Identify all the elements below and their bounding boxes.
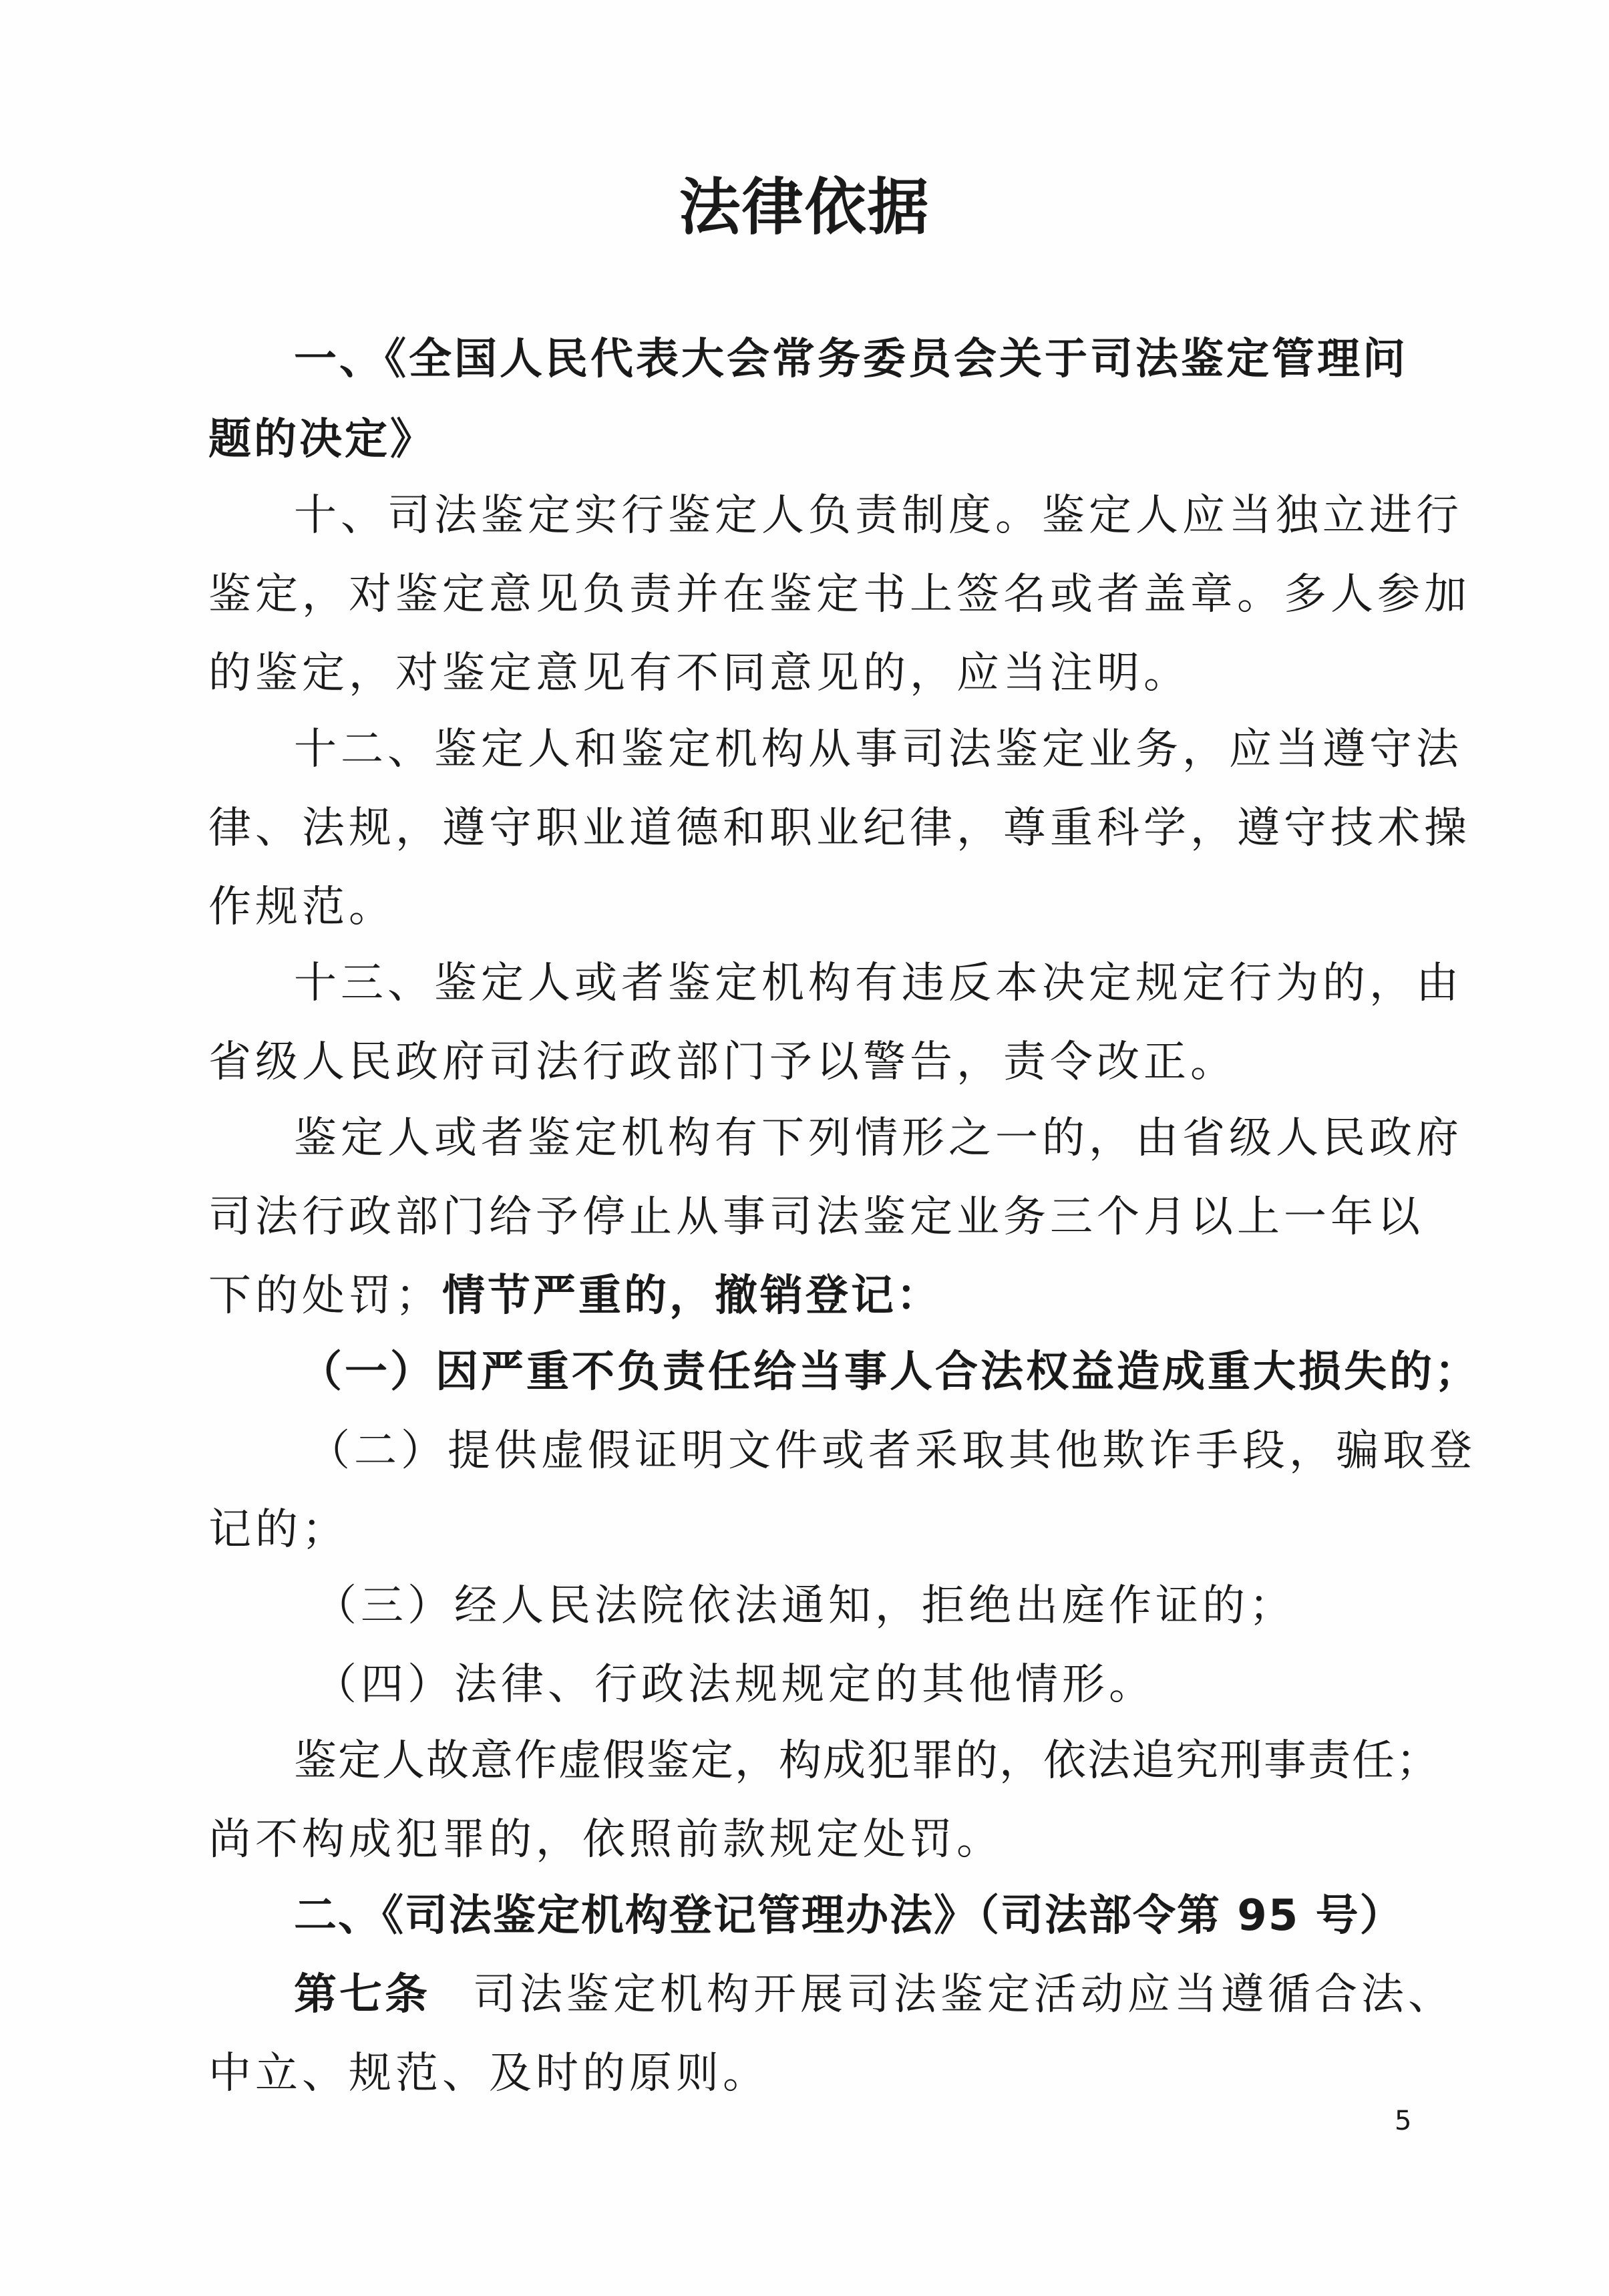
- para-false-line1: 鉴定人故意作虚假鉴定，构成犯罪的，依法追究刑事责任；: [294, 1736, 1440, 1786]
- article7-label: 第七条: [294, 1970, 430, 2019]
- page-title: 法律依据: [679, 171, 930, 243]
- article7-line1-text: 司法鉴定机构开展司法鉴定活动应当遵循合法、: [473, 1970, 1455, 2019]
- para10-line3: 的鉴定，对鉴定意见有不同意见的，应当注明。: [208, 649, 1190, 698]
- para13b-line2: 司法行政部门给予停止从事司法鉴定业务三个月以上一年以: [208, 1192, 1424, 1242]
- item4: （四）法律、行政法规规定的其他情形。: [314, 1660, 1155, 1709]
- section2-heading: 二、《司法鉴定机构登记管理办法》（司法部令第 95 号）: [294, 1891, 1404, 1941]
- para13b-line3-normal: 下的处罚；: [208, 1271, 442, 1321]
- para13b-line3: [208, 1269, 1411, 1323]
- section1-heading-line2: 题的决定》: [208, 415, 435, 464]
- para12-line2: 律、法规，遵守职业道德和职业纪律，尊重科学，遵守技术操: [208, 804, 1471, 853]
- para10-line1: 十、司法鉴定实行鉴定人负责制度。鉴定人应当独立进行: [294, 491, 1463, 540]
- section1-heading-line1: 一、《全国人民代表大会常务委员会关于司法鉴定管理问: [294, 335, 1408, 384]
- article7-line2: 中立、规范、及时的原则。: [208, 2049, 769, 2098]
- item1: （一）因严重不负责任给当事人合法权益造成重大损失的；: [299, 1347, 1480, 1397]
- page-number: 5: [1395, 2106, 1412, 2136]
- item3: （三）经人民法院依法通知，拒绝出庭作证的；: [314, 1581, 1296, 1631]
- item2-line1: （二）提供虚假证明文件或者采取其他欺诈手段，骗取登: [307, 1426, 1476, 1476]
- para10-line2: 鉴定，对鉴定意见负责并在鉴定书上签名或者盖章。多人参加: [208, 570, 1471, 619]
- para13-line2: 省级人民政府司法行政部门予以警告，责令改正。: [208, 1037, 1237, 1087]
- article7-line1: [294, 1968, 1455, 2021]
- para13-line1: 十三、鉴定人或者鉴定机构有违反本决定规定行为的，由: [294, 959, 1463, 1008]
- para13b-line3-bold: 情节严重的，撤销登记：: [442, 1271, 942, 1321]
- para-false-line2: 尚不构成犯罪的，依照前款规定处罚。: [208, 1815, 1003, 1864]
- para12-line3: 作规范。: [208, 882, 395, 932]
- para13b-line1: 鉴定人或者鉴定机构有下列情形之一的，由省级人民政府: [294, 1114, 1463, 1163]
- para12-line1: 十二、鉴定人和鉴定机构从事司法鉴定业务，应当遵守法: [294, 725, 1463, 774]
- item2-line2: 记的；: [208, 1505, 349, 1554]
